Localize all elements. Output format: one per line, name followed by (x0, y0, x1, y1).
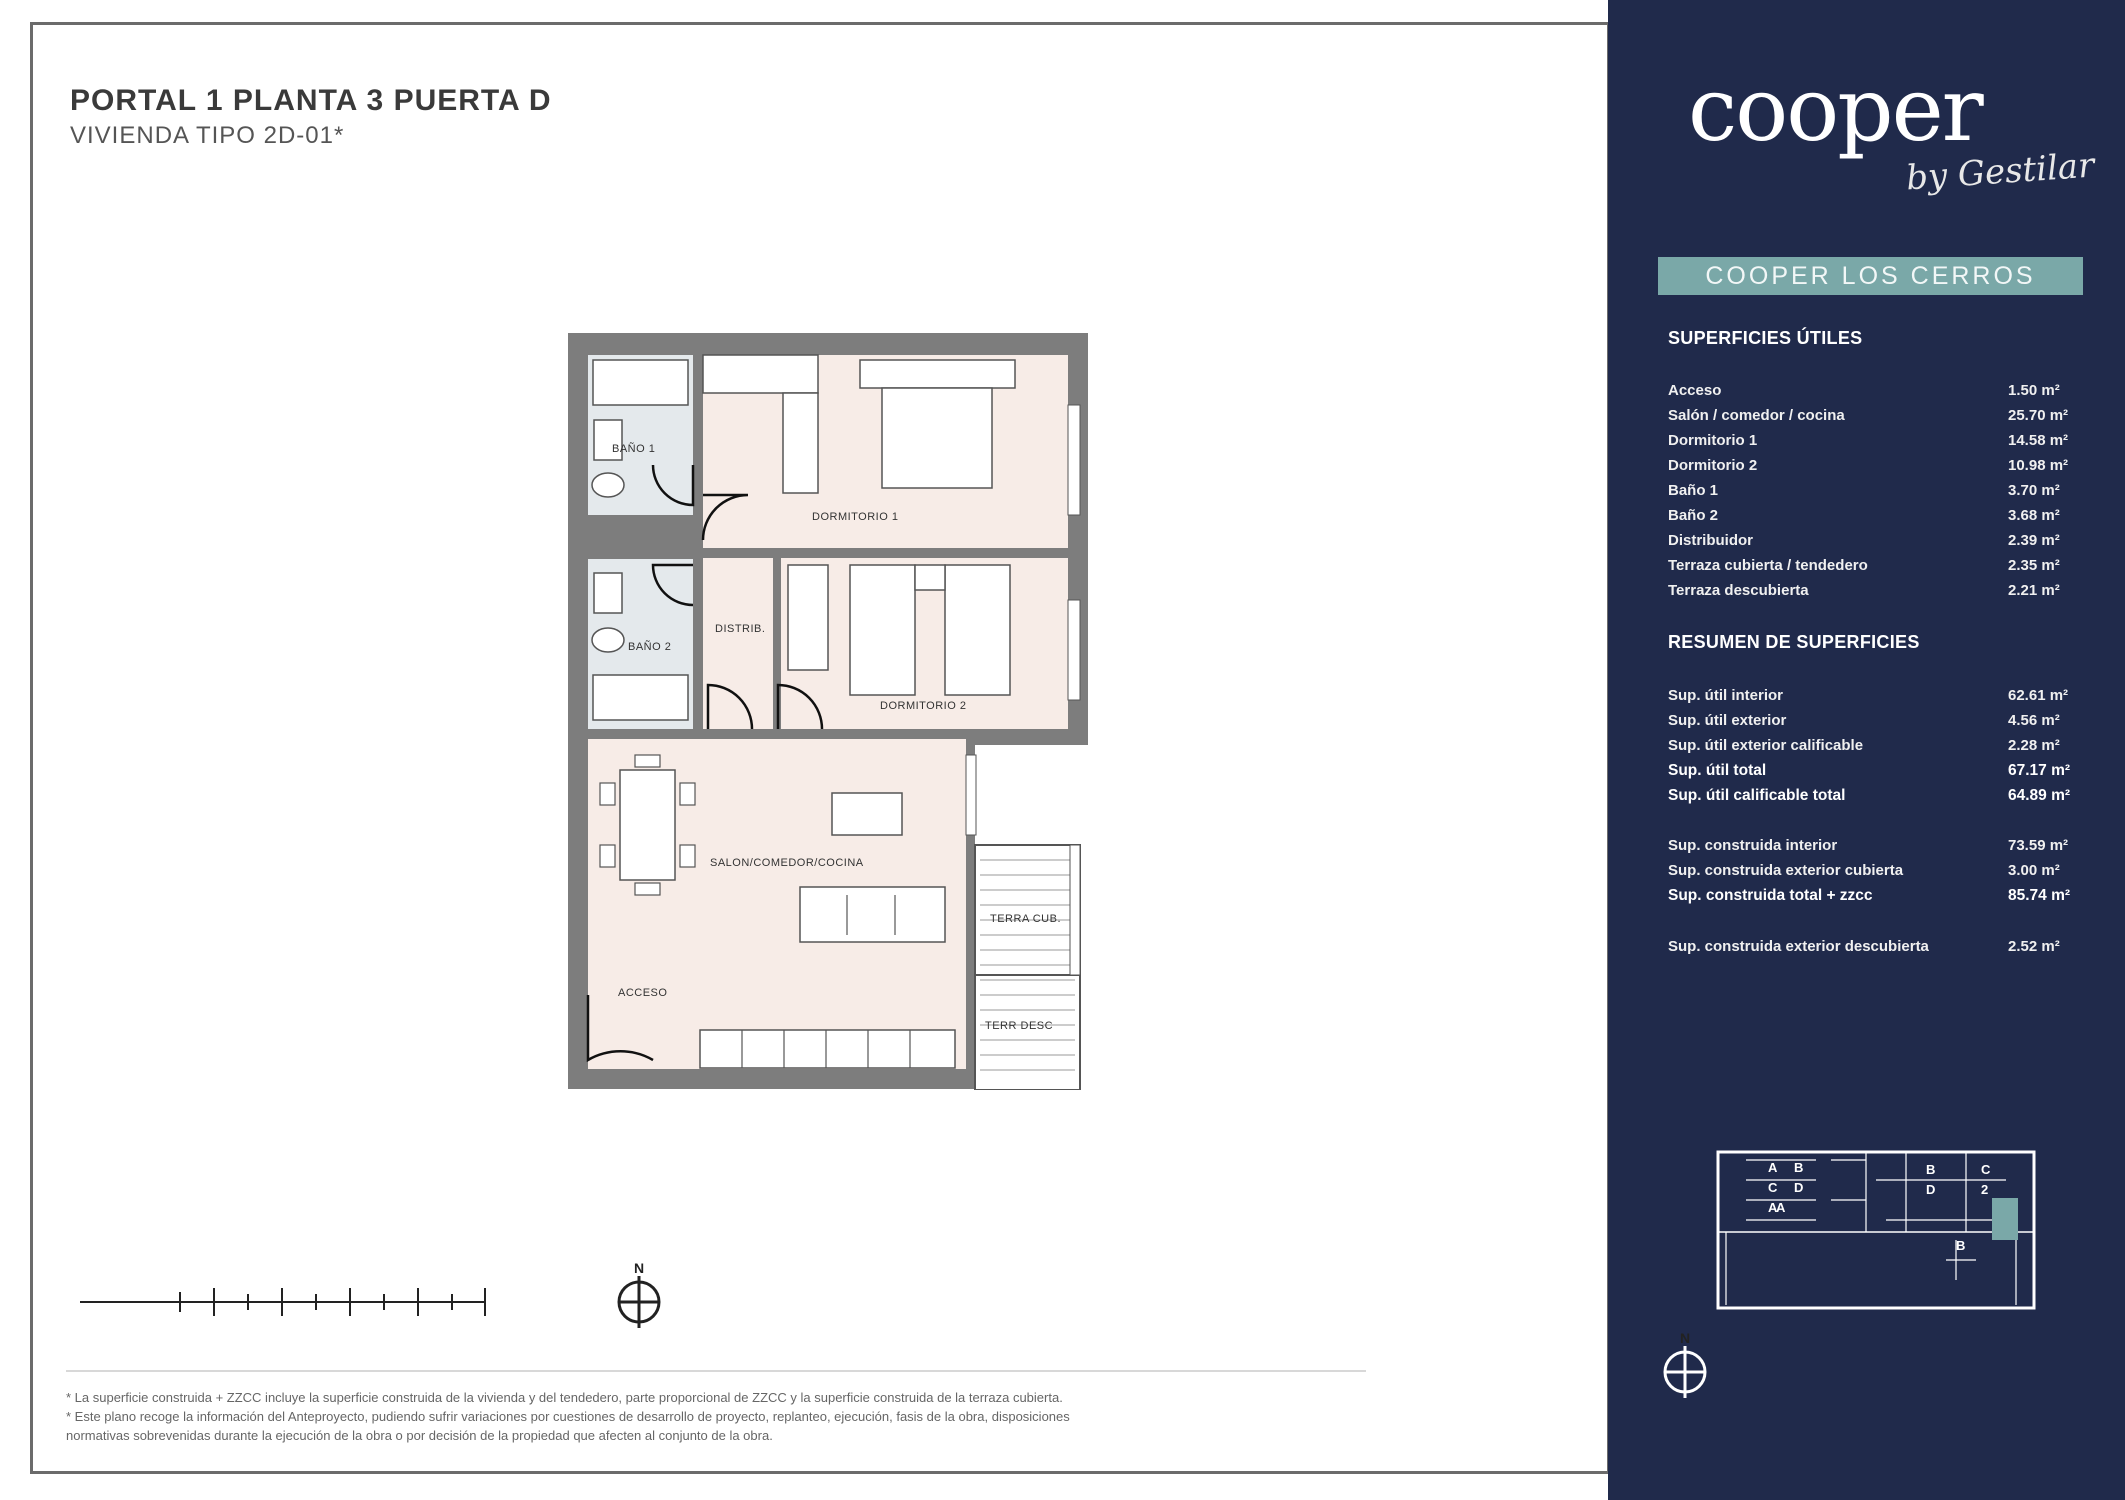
utiles-label: Distribuidor (1668, 532, 1753, 549)
north-label-small: N (1679, 1330, 1691, 1346)
utiles-row (1668, 382, 2088, 399)
minimap-label: 2 (1981, 1182, 1989, 1197)
construida-value: 85.74 m² (2008, 887, 2071, 904)
resumen-value: 64.89 m² (2008, 787, 2071, 804)
footer-divider (66, 1370, 1366, 1372)
utiles-value: 3.68 m² (2008, 507, 2060, 524)
construida-row (1668, 862, 2088, 879)
room-label-distrib: DISTRIB. (715, 623, 766, 635)
minimap-label: D (1926, 1182, 1936, 1197)
utiles-title: SUPERFICIES ÚTILES (1668, 328, 1863, 348)
utiles-row (1668, 457, 2088, 474)
utiles-value: 14.58 m² (2008, 432, 2069, 449)
project-name: COOPER LOS CERROS (1658, 257, 2083, 295)
brand-logo: cooper (1688, 58, 1982, 161)
resumen-value: 4.56 m² (2008, 712, 2060, 729)
floor-plan-drawing (560, 325, 1100, 1090)
minimap-label: A (1776, 1200, 1786, 1215)
room-label-bano2: BAÑO 2 (628, 641, 672, 653)
utiles-label: Baño 2 (1668, 507, 1719, 524)
minimap-label: B (1794, 1160, 1804, 1175)
resumen-value: 67.17 m² (2008, 762, 2071, 779)
descubierta-value: 2.52 m² (2008, 938, 2060, 955)
resumen-row (1668, 687, 2088, 704)
utiles-label: Dormitorio 1 (1668, 432, 1758, 449)
note-3: normativas sobrevenidas durante la ejecución de la obra o por decisión de la propiedad que afecten al conjunto de la obra. (66, 1428, 773, 1443)
construida-label: Sup. construida interior (1668, 837, 1838, 854)
resumen-label: Sup. útil total (1668, 762, 1767, 779)
brand-subtitle: by Gestilar (1904, 145, 2096, 199)
page-title: PORTAL 1 PLANTA 3 PUERTA D (70, 84, 552, 117)
descubierta-row (1668, 938, 2088, 955)
room-label-terraza-cubierta: TERRA CUB. (990, 913, 1062, 925)
utiles-value: 2.21 m² (2008, 582, 2060, 599)
minimap-label: C (1981, 1162, 1991, 1177)
utiles-row (1668, 482, 2088, 499)
construida-label: Sup. construida total + zzcc (1668, 887, 1873, 904)
minimap-label: B (1926, 1162, 1936, 1177)
resumen-label: Sup. útil exterior calificable (1668, 737, 1864, 754)
utiles-value: 2.35 m² (2008, 557, 2060, 574)
utiles-label: Salón / comedor / cocina (1668, 407, 1845, 424)
scale-bar (78, 1280, 498, 1320)
page-subtitle: VIVIENDA TIPO 2D-01* (70, 122, 345, 149)
descubierta-label: Sup. construida exterior descubierta (1668, 938, 1929, 955)
resumen-title: RESUMEN DE SUPERFICIES (1668, 632, 1920, 652)
north-arrow-icon (614, 1260, 664, 1330)
minimap-label: A (1768, 1200, 1778, 1215)
footer-notes (66, 1388, 1296, 1445)
resumen-value: 62.61 m² (2008, 687, 2069, 704)
minimap-label: D (1794, 1180, 1804, 1195)
utiles-row (1668, 582, 2088, 599)
resumen-row (1668, 787, 2088, 805)
utiles-row (1668, 532, 2088, 549)
construida-row (1668, 837, 2088, 854)
construida-value: 3.00 m² (2008, 862, 2060, 879)
resumen-row (1668, 762, 2088, 780)
room-label-dormitorio1: DORMITORIO 1 (812, 511, 899, 523)
utiles-row (1668, 432, 2088, 449)
resumen-row (1668, 737, 2088, 754)
minimap-label: B (1956, 1238, 1966, 1253)
room-label-salon: SALON/COMEDOR/COCINA (710, 857, 864, 869)
info-panel (1608, 0, 2125, 1500)
room-label-dormitorio2: DORMITORIO 2 (880, 700, 967, 712)
utiles-value: 1.50 m² (2008, 382, 2060, 399)
resumen-row (1668, 712, 2088, 729)
resumen-label: Sup. útil calificable total (1668, 787, 1846, 804)
note-1: * La superficie construida + ZZCC incluye la superficie construida de la vivienda y del tendedero, parte proporcional de ZZCC y la superficie construida de la terraza cubierta. (66, 1390, 1063, 1405)
minimap-label: C (1768, 1180, 1778, 1195)
construida-label: Sup. construida exterior cubierta (1668, 862, 1904, 879)
construida-value: 73.59 m² (2008, 837, 2069, 854)
utiles-row (1668, 407, 2088, 424)
location-minimap (1716, 1150, 2036, 1310)
room-label-acceso: ACCESO (618, 987, 668, 999)
room-label-bano1: BAÑO 1 (612, 443, 656, 455)
utiles-value: 25.70 m² (2008, 407, 2069, 424)
utiles-label: Baño 1 (1668, 482, 1719, 499)
resumen-label: Sup. útil interior (1668, 687, 1783, 704)
utiles-row (1668, 507, 2088, 524)
utiles-label: Dormitorio 2 (1668, 457, 1758, 474)
note-2: * Este plano recoge la información del Anteproyecto, pudiendo sufrir variaciones por cuestiones de desarrollo de proyecto, replanteo, ejecución, fasis de la obra, disposiciones (66, 1409, 1070, 1424)
resumen-value: 2.28 m² (2008, 737, 2060, 754)
utiles-label: Acceso (1668, 382, 1722, 399)
utiles-row (1668, 557, 2088, 574)
utiles-value: 3.70 m² (2008, 482, 2060, 499)
construida-row (1668, 887, 2088, 905)
room-label-terraza-descubierta: TERR DESC (985, 1020, 1054, 1032)
utiles-label: Terraza cubierta / tendedero (1668, 557, 1868, 574)
utiles-value: 2.39 m² (2008, 532, 2060, 549)
floor-plan (560, 325, 1100, 1090)
north-label: N (633, 1260, 645, 1276)
resumen-label: Sup. útil exterior (1668, 712, 1787, 729)
utiles-label: Terraza descubierta (1668, 582, 1809, 599)
north-arrow-small-icon (1660, 1330, 1710, 1400)
utiles-value: 10.98 m² (2008, 457, 2069, 474)
minimap-label: A (1768, 1160, 1778, 1175)
